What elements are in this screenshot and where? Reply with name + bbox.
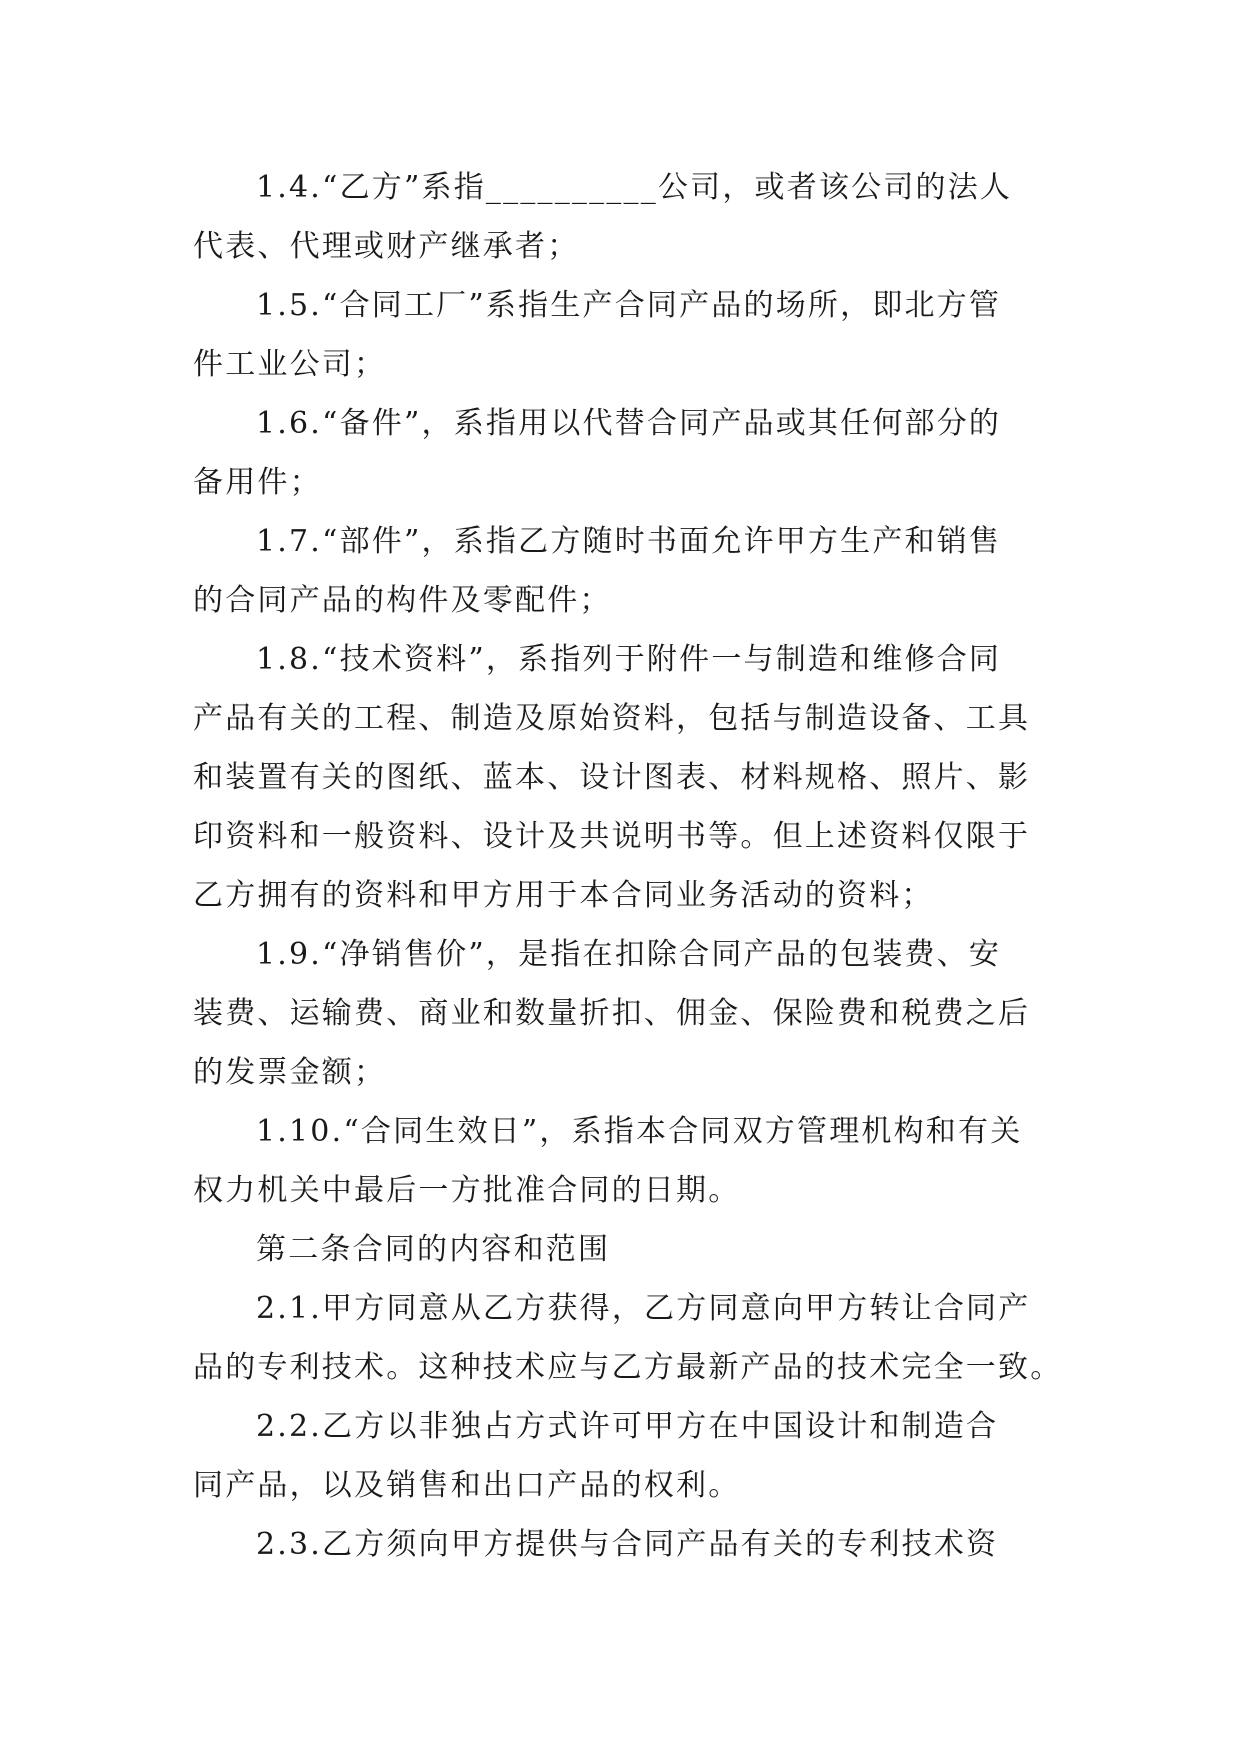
text-line: 1.10.“合同生效日”，系指本合同双方管理机构和有关 <box>256 1114 1023 1149</box>
section-heading: 第二条合同的内容和范围 <box>256 1232 611 1267</box>
text-line: 2.3.乙方须向甲方提供与合同产品有关的专利技术资 <box>256 1527 999 1562</box>
text-line: 1.7.“部件”，系指乙方随时书面允许甲方生产和销售 <box>256 524 1002 559</box>
text-line: 代表、代理或财产继承者； <box>193 229 580 264</box>
text-line: 备用件； <box>193 465 322 500</box>
text-line: 印资料和一般资料、设计及共说明书等。但上述资料仅限于 <box>193 819 1031 854</box>
text-line: 和装置有关的图纸、蓝本、设计图表、材料规格、照片、影 <box>193 760 1031 795</box>
text-line: 件工业公司； <box>193 347 387 382</box>
text-line: 2.1.甲方同意从乙方获得，乙方同意向甲方转让合同产 <box>256 1291 1031 1326</box>
text-line: 装费、运输费、商业和数量折扣、佣金、保险费和税费之后 <box>193 996 1031 1031</box>
text-line: 1.5.“合同工厂”系指生产合同产品的场所，即北方管 <box>256 288 1002 323</box>
text-line: 权力机关中最后一方批准合同的日期。 <box>193 1173 741 1208</box>
text-line: 2.2.乙方以非独占方式许可甲方在中国设计和制造合 <box>256 1409 999 1444</box>
text-line: 同产品，以及销售和出口产品的权利。 <box>193 1468 741 1503</box>
text-line: 1.8.“技术资料”，系指列于附件一与制造和维修合同 <box>256 642 1002 677</box>
contract-text <box>193 158 1063 1574</box>
text-line: 的合同产品的构件及零配件； <box>193 583 612 618</box>
text-line: 1.6.“备件”，系指用以代替合同产品或其任何部分的 <box>256 406 1002 441</box>
text-line: 乙方拥有的资料和甲方用于本合同业务活动的资料； <box>193 878 934 913</box>
text-line: 品的专利技术。这种技术应与乙方最新产品的技术完全一致。 <box>193 1350 1063 1385</box>
text-line: 1.4.“乙方”系指__________公司，或者该公司的法人 <box>256 170 1013 205</box>
text-line: 产品有关的工程、制造及原始资料，包括与制造设备、工具 <box>193 701 1031 736</box>
text-line: 的发票金额； <box>193 1055 387 1090</box>
text-line: 1.9.“净销售价”，是指在扣除合同产品的包装费、安 <box>256 937 1002 972</box>
